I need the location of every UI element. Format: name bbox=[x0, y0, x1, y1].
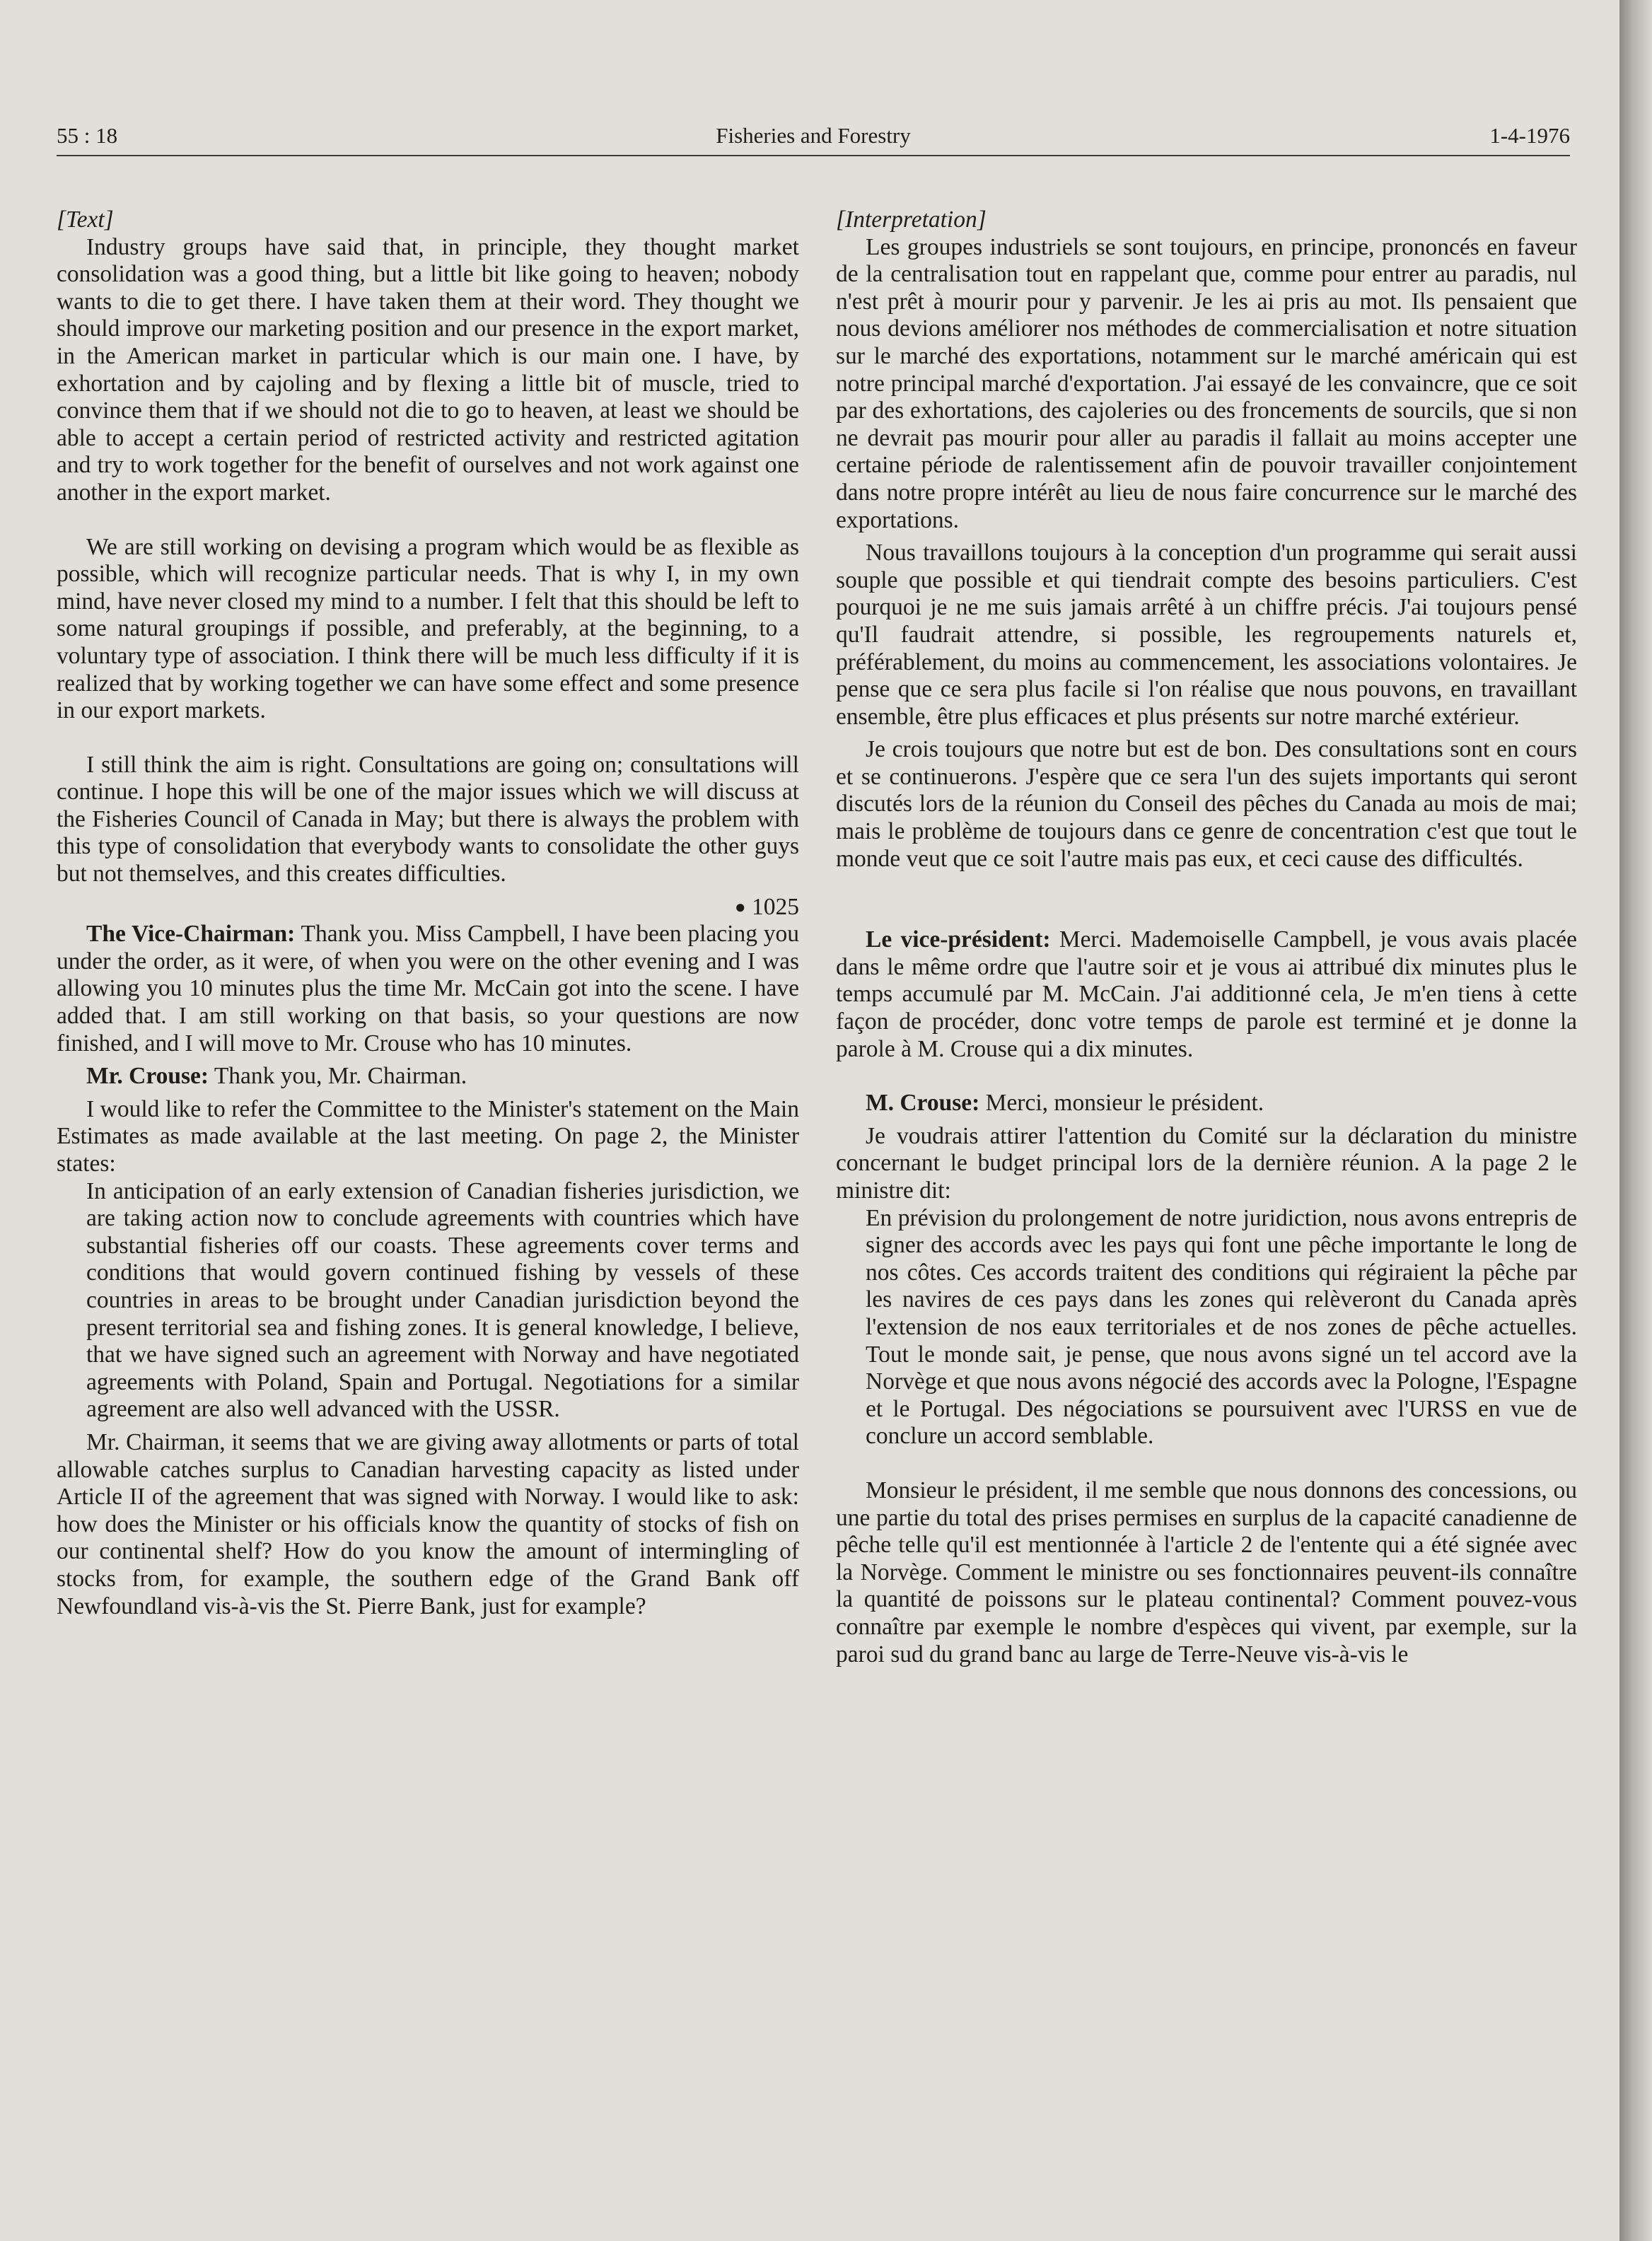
paragraph: Nous travaillons toujours à la conception d'un programme qui serait aussi souple que possible et qui tiendrait compte des besoins particuliers. C'est pourquoi je ne me suis jamais arrêté à un chiffre précis. J'ai toujours pensé qu'Il faudrait attendre, si possible, les regroupements naturels et, préférablement, du moins au commencement, les associations volontaires. Je pense que ce sera plus facile si l'on réalise que nous pouvons, en travaillant ensemble, être plus efficaces et plus présents sur notre marché extérieur. bbox=[836, 540, 1577, 730]
paragraph: I still think the aim is right. Consultations are going on; consultations will continue. I hope this will be one of the major issues which we will discuss at the Fisheries Council of Canada in May; but there is always the problem with this type of consolidation that everybody wants to consolidate the other guys but not themselves, and this creates difficulties. bbox=[57, 751, 799, 887]
speaker-paragraph bbox=[836, 926, 1577, 1063]
page-edge-shadow bbox=[1619, 0, 1652, 2241]
paragraph: Industry groups have said that, in principle, they thought market consolidation was a good thing, but a little bit like going to heaven; nobody wants to die to get there. I have taken them at their word. They thought we should improve our marketing position and our presence in the export market, in the American market in particular which is our main one. I have, by exhortation and by cajoling and by flexing a little bit of muscle, tried to convince them that if we should not die to go to heaven, at least we should be able to accept a certain period of restricted activity and restricted agitation and try to work together for the benefit of ourselves and not work against one another in the export market. bbox=[57, 233, 799, 506]
text-label: [Text] bbox=[57, 206, 114, 233]
speaker-paragraph bbox=[57, 921, 799, 1057]
speaker-text: Merci, monsieur le président. bbox=[979, 1090, 1264, 1117]
paragraph: We are still working on devising a program which would be as flexible as possible, which will recognize particular needs. That is why I, in my own mind, have never closed my mind to a number. I felt that this should be left to some natural groupings if possible, and preferably, at the beginning, to a voluntary type of association. I think there will be much less difficulty if it is realized that by working together we can have some effect and some presence in our export markets. bbox=[57, 533, 799, 724]
speaker-name: Le vice-président: bbox=[866, 926, 1051, 953]
running-head bbox=[57, 123, 1570, 157]
speaker-name: Mr. Crouse: bbox=[86, 1063, 209, 1090]
speaker-paragraph bbox=[836, 1090, 1577, 1117]
paragraph: Les groupes industriels se sont toujours, en principe, prononcés en faveur de la centralisation tout en rappelant que, comme pour entrer au paradis, nul n'est prêt à mourir pour y parvenir. Je les ai pris au mot. Ils pensaient que nous devions améliorer nos méthodes de commercialisation et notre situation sur le marché des exportations, notamment sur le marché américain qui est notre principal marché d'exportation. J'ai essayé de les convaincre, que ce soit par des exhortations, des cajoleries ou des froncements de sourcils, que si non ne devrait pas mourir pour aller au paradis il fallait au moins accepter une certaine période de ralentissement afin de pouvoir travailler conjointement dans notre propre intérêt au lieu de nous faire concurrence sur le marché des exportations. bbox=[836, 233, 1577, 533]
time-marker bbox=[57, 894, 799, 921]
english-column bbox=[57, 206, 799, 1620]
speaker-text: Thank you. Miss Campbell, I have been placing you under the order, as it were, of when you were on the other evening and I was allowing you 10 minutes plus the time Mr. McCain got into the scene. I have added that. I am still working on that basis, so your questions are now finished, and I will move to Mr. Crouse who has 10 minutes. bbox=[57, 921, 799, 1057]
french-column bbox=[836, 206, 1577, 1668]
quotation-text: In anticipation of an early extension of Canadian fisheries jurisdiction, we are taking action now to conclude agreements with countries which have substantial fisheries off our coasts. These agreements cover terms and conditions that would govern continued fishing by vessels of these countries in areas to be brought under Canadian jurisdiction beyond the present territorial sea and fishing zones. It is general knowledge, I believe, that we have signed such an agreement with Norway and have negotiated agreements with Poland, Spain and Portugal. Negotiations for a similar agreement are also well advanced with the USSR. bbox=[86, 1177, 799, 1423]
quotation bbox=[866, 1205, 1577, 1450]
speaker-text: Merci. Mademoiselle Campbell, je vous avais placée dans le même ordre que l'autre soir et je vous ai attribué dix minutes plus le temps accumulé par M. McCain. J'ai additionné cela, Je m'en tiens à cette façon de procéder, donc votre temps de parole est terminé et je donne la parole à M. Crouse qui a dix minutes. bbox=[836, 926, 1577, 1062]
speaker-paragraph bbox=[57, 1063, 799, 1090]
speaker-text: Thank you, Mr. Chairman. bbox=[209, 1063, 467, 1090]
bullet-icon: ● bbox=[734, 896, 746, 917]
publication-title: Fisheries and Forestry bbox=[716, 123, 911, 148]
paragraph: Je crois toujours que notre but est de bon. Des consultations sont en cours et se continuerons. J'espère que ce sera l'un des sujets importants qui seront discutés lors de la réunion du Conseil des pêches du Canada au mois de mai; mais le problème de toujours dans ce genre de concentration c'est que tout le monde veut que ce soit l'autre mais pas eux, et ceci cause des difficultés. bbox=[836, 736, 1577, 872]
paragraph: Mr. Chairman, it seems that we are giving away allotments or parts of total allowable catches surplus to Canadian harvesting capacity as listed under Article II of the agreement that was signed with Norway. I would like to ask: how does the Minister or his officials know the quantity of stocks of fish on our continental shelf? How do you know the amount of intermingling of stocks from, for example, the southern edge of the Grand Bank off Newfoundland vis-à-vis the St. Pierre Bank, just for example? bbox=[57, 1428, 799, 1619]
paragraph: Je voudrais attirer l'attention du Comité sur la déclaration du ministre concernant le budget principal lors de la dernière réunion. A la page 2 le ministre dit: bbox=[836, 1122, 1577, 1204]
paragraph: Monsieur le président, il me semble que nous donnons des concessions, ou une partie du total des prises permises en surplus de la capacité canadienne de pêche telle qu'il est mentionnée à l'article 2 de l'entente qui a été signée avec la Norvège. Comment le ministre ou ses fonctionnaires peuvent-ils connaître la quantité de poissons sur le plateau continental? Comment pouvez-vous connaître par exemple le nombre d'espèces qui vivent, par exemple, sur la paroi sud du grand banc au large de Terre-Neuve vis-à-vis le bbox=[836, 1477, 1577, 1667]
interpretation-label: [Interpretation] bbox=[836, 206, 987, 233]
issue-date: 1-4-1976 bbox=[1489, 123, 1570, 148]
page-number: 55 : 18 bbox=[57, 123, 118, 148]
speaker-name: M. Crouse: bbox=[866, 1090, 980, 1117]
quotation bbox=[86, 1178, 799, 1424]
quotation-text: En prévision du prolongement de notre juridiction, nous avons entrepris de signer des accords avec les pays qui font une pêche importante le long de nos côtes. Ces accords traitent des conditions qui régiraient la pêche par les navires de ces pays dans les zones qui relèveront du Canada après l'extension de nos eaux territoriales et de nos zones de pêche actuelles. Tout le monde sait, je pense, que nous avons signé un tel accord ave la Norvège et que nous avons négocié des accords avec la Pologne, l'Espagne et le Portugal. Des négociations se poursuivent avec l'URSS en vue de conclure un accord semblable. bbox=[866, 1204, 1577, 1450]
speaker-name: The Vice-Chairman: bbox=[86, 921, 296, 948]
paragraph: I would like to refer the Committee to the Minister's statement on the Main Estimates as made available at the last meeting. On page 2, the Minister states: bbox=[57, 1095, 799, 1177]
header-rule bbox=[57, 155, 1570, 156]
time-marker-value: 1025 bbox=[752, 893, 799, 920]
